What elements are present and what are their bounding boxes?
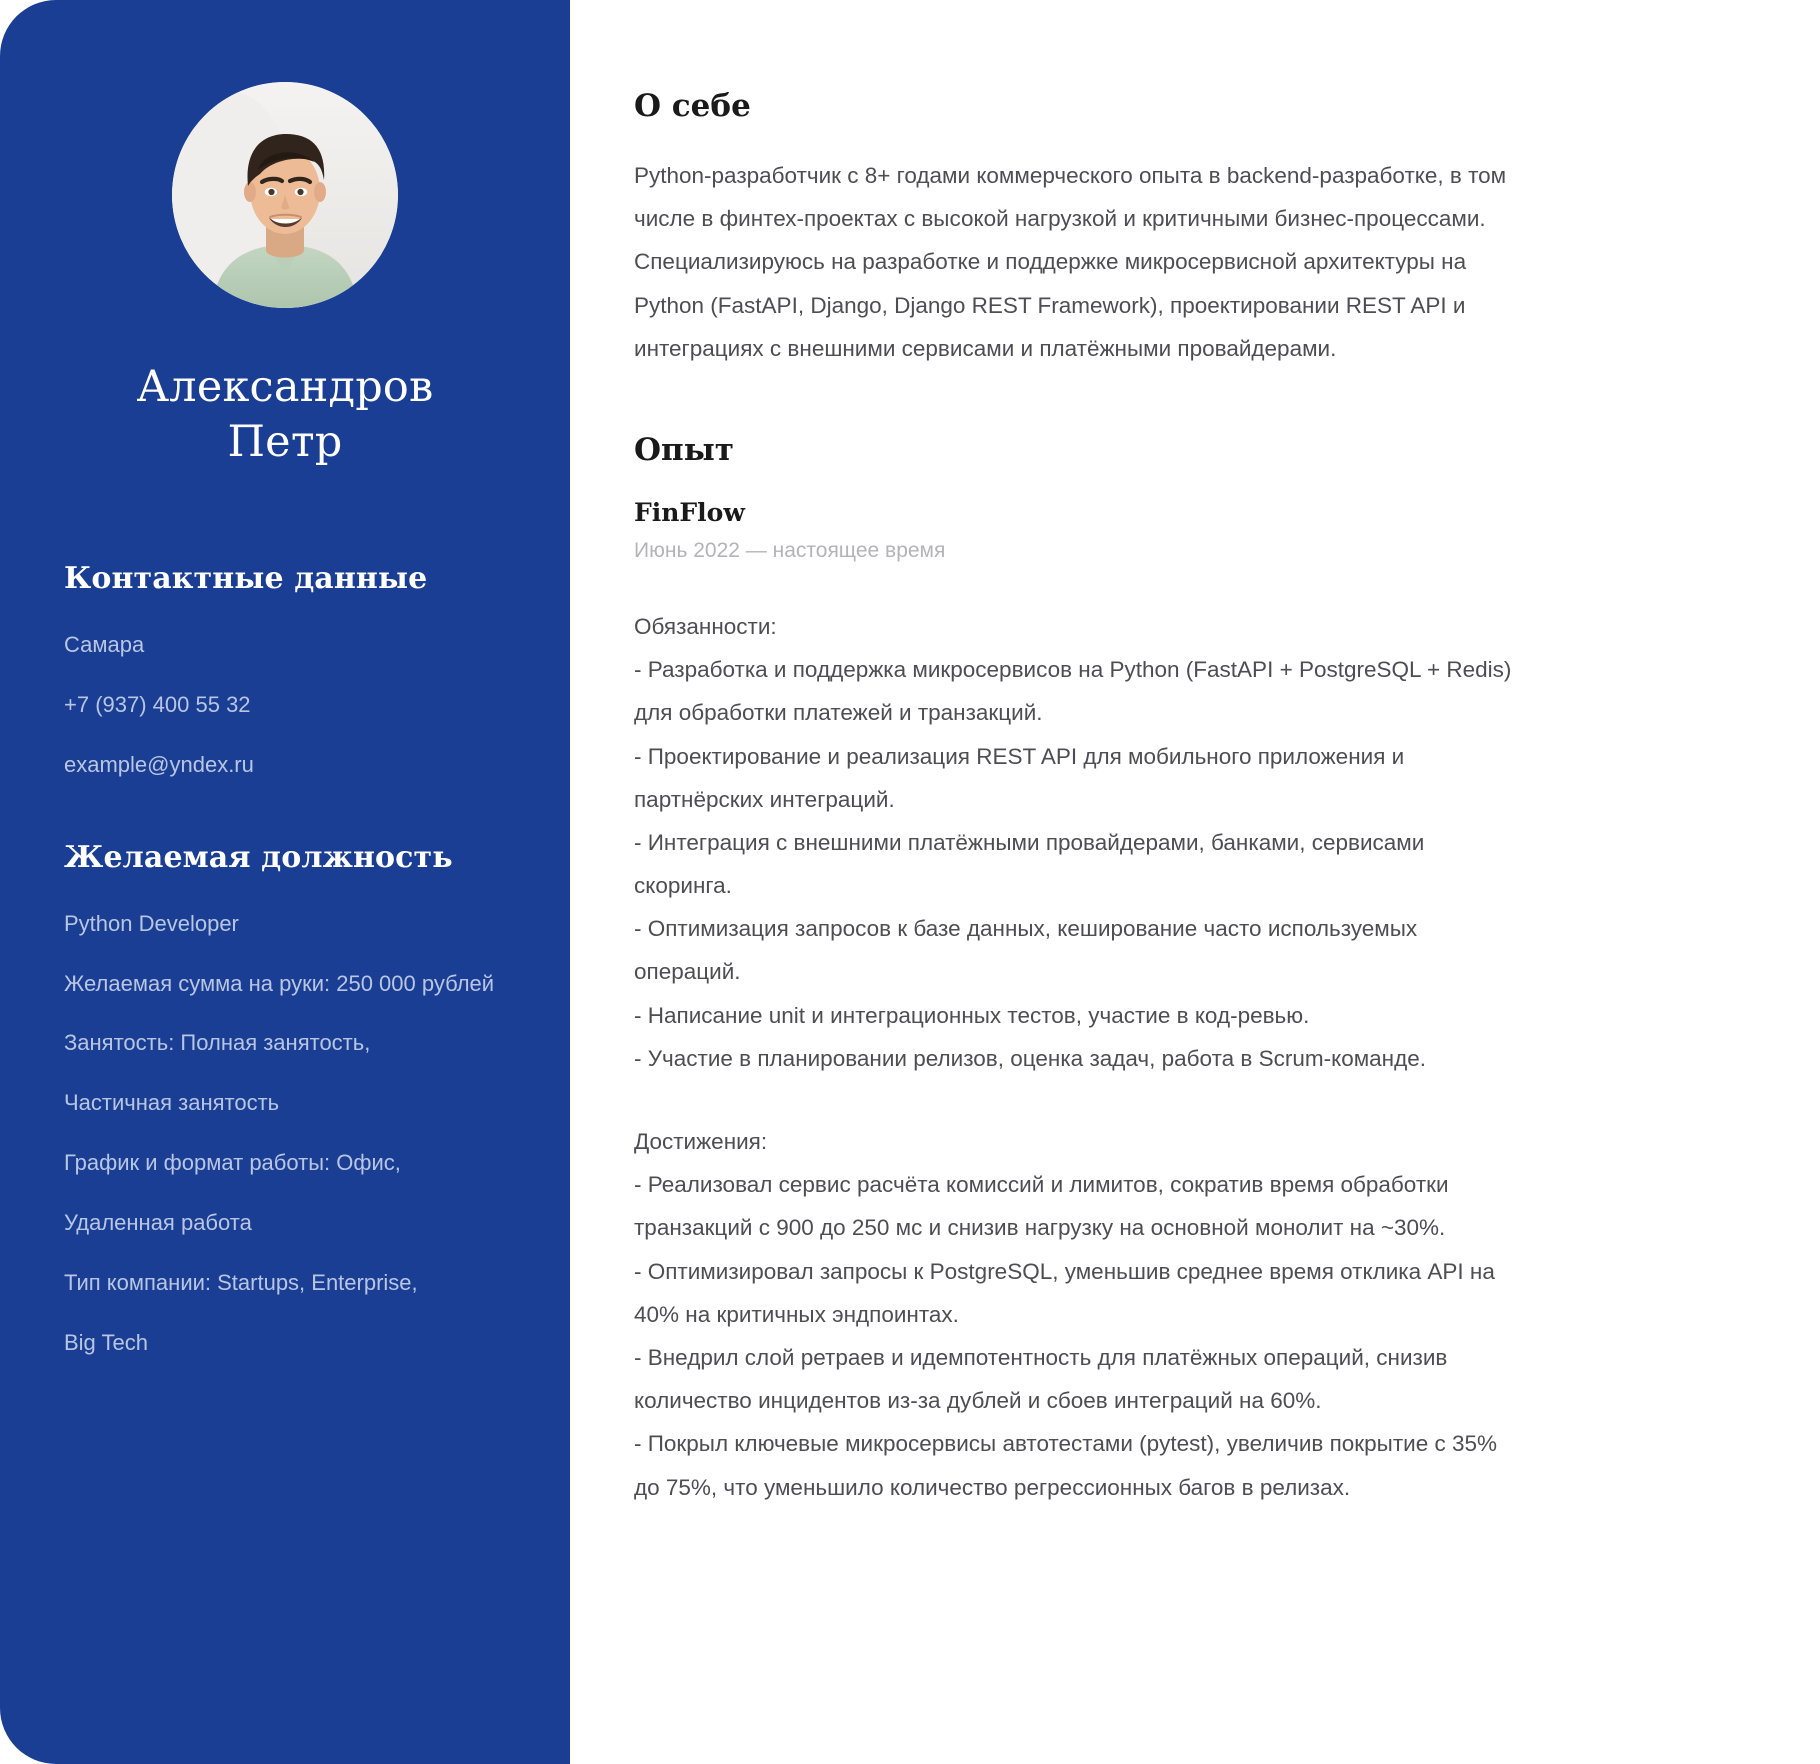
achievement-item: - Покрыл ключевые микросервисы автотестами (pytest), увеличив покрытие с 35% до 75%, что уменьшило количество регрессионных багов в релизах. [634,1431,1497,1500]
company-name: FinFlow [634,497,745,527]
responsibility-item: - Проектирование и реализация REST API для мобильного приложения и партнёрских интеграций. [634,743,1405,812]
spacer [634,370,1520,432]
person-name [64,360,506,469]
responsibility-item: - Разработка и поддержка микросервисов на Python (FastAPI + PostgreSQL + Redis) для обработки платежей и транзакций. [634,657,1512,726]
avatar-container [64,82,506,308]
company-type-line-1: Тип компании: Startups, Enterprise, [64,1269,418,1295]
work-schedule-line-2: Удаленная работа [64,1209,252,1235]
responsibility-item: - Написание unit и интеграционных тестов, участие в код-ревью. [634,1002,1310,1028]
responsibility-item: - Участие в планировании релизов, оценка задач, работа в Scrum-команде. [634,1045,1427,1071]
desired-salary: Желаемая сумма на руки: 250 000 рублей [64,970,495,996]
desired-position-title: Python Developer [64,910,239,936]
person-name-last: Александров [136,362,434,412]
person-name-first: Петр [227,416,343,467]
about-text: Python-разработчик с 8+ годами коммерческого опыта в backend-разработке, в том числе в финтех-проектах с высокой нагрузкой и критичными бизнес-процессами. Специализируюсь на разработке и поддержке микросервисной архитектуры на Python (FastAPI, Django, Django REST Framework), проектировании REST API и интеграциях с внешними сервисами и платёжными провайдерами. [634,163,1507,361]
avatar [172,82,398,308]
about-section [634,88,1520,370]
experience-item [634,498,1520,1509]
spacer [634,1080,1520,1120]
about-heading: О себе [634,88,751,124]
achievement-item: - Оптимизировал запросы к PostgreSQL, уменьшив среднее время отклика API на 40% на критичных эндпоинтах. [634,1258,1495,1327]
contact-phone[interactable]: +7 (937) 400 55 32 [64,692,251,718]
responsibility-item: - Оптимизация запросов к базе данных, кеширование часто используемых операций. [634,916,1418,985]
desired-position-heading: Желаемая должность [64,839,453,875]
avatar-photo [172,82,398,308]
desired-position-section [64,840,506,1362]
main-content [570,0,1820,1764]
contacts-section [64,561,506,783]
contacts-heading: Контактные данные [64,561,428,597]
employment-type-line-1: Занятость: Полная занятость, [64,1030,371,1056]
contact-email[interactable]: example@yndex.ru [64,751,254,777]
contact-city: Самара [64,632,145,658]
responsibility-item: - Интеграция с внешними платёжными провайдерами, банками, сервисами скоринга. [634,829,1425,899]
employment-type-line-2: Частичная занятость [64,1090,280,1116]
responsibilities-label: Обязанности: [634,613,777,639]
employment-dates: Июнь 2022 — настоящее время [634,538,946,562]
sidebar [0,0,570,1764]
experience-heading: Опыт [634,431,734,468]
achievements-label: Достижения: [634,1129,768,1154]
company-type-line-2: Big Tech [64,1329,148,1355]
work-schedule-line-1: График и формат работы: Офис, [64,1150,401,1176]
achievement-item: - Внедрил слой ретраев и идемпотентность для платёжных операций, снизив количество инцидентов из-за дублей и сбоев интеграций на 60%. [634,1344,1448,1414]
achievement-item: - Реализовал сервис расчёта комиссий и лимитов, сократив время обработки транзакций с 900 до 250 мс и снизив нагрузку на основной монолит на ~30%. [634,1172,1449,1241]
experience-section [634,432,1520,1509]
